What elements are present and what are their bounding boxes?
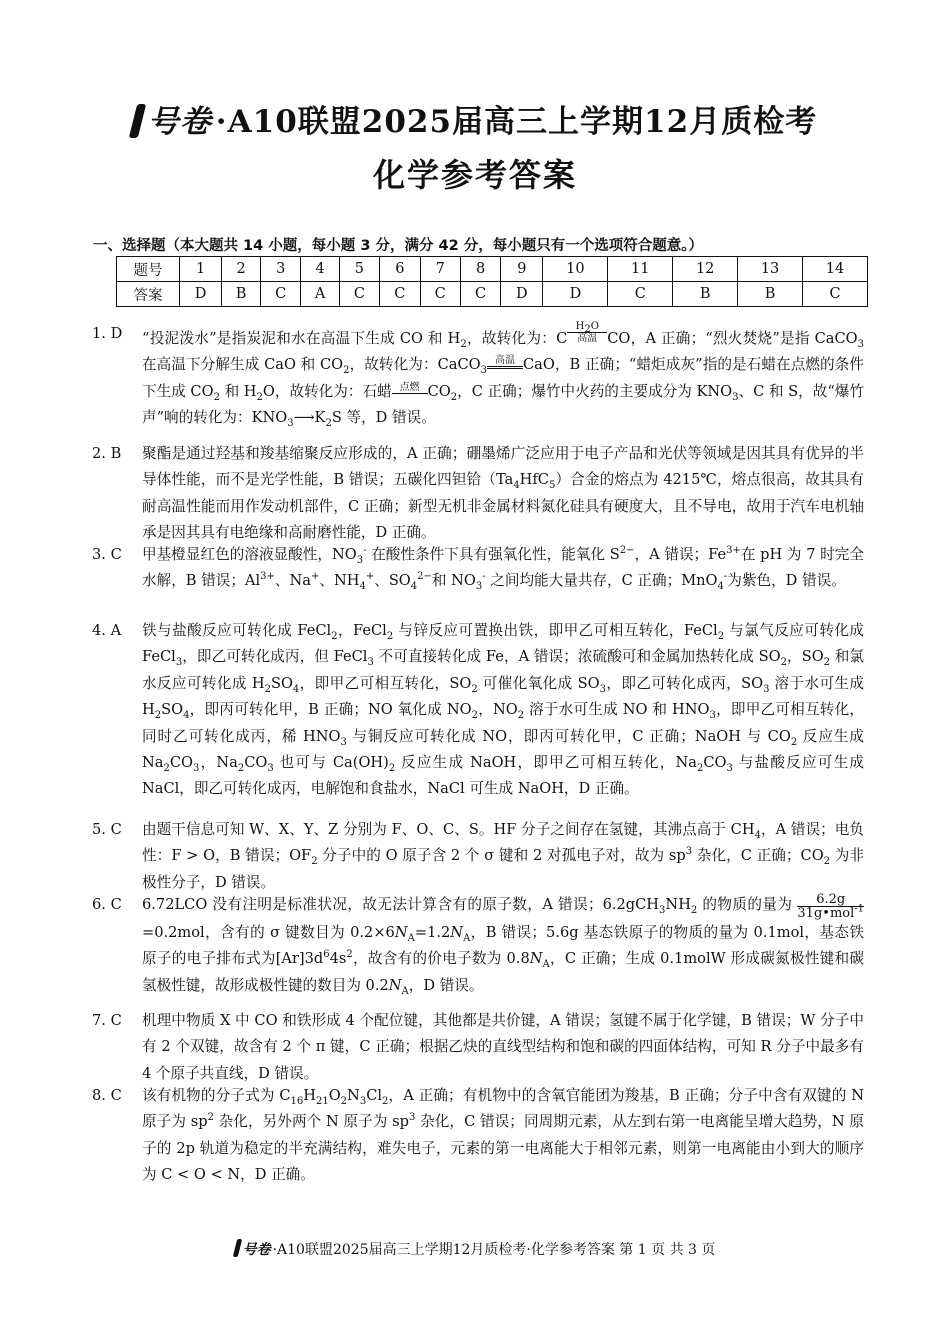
item-text: 该有机物的分子式为 $C_{16}H_{21}O_2N_3Cl_2$，A 正确；有机物中的含氧官能团为羧基，B 正确；分子中含有双键的 N 原子为 $sp^2$ 杂化，另外两个 N 原子为 $sp^3$ 杂化，C 错误；同周期元素，从左到右第一电离能呈增大趋势，N 原子的 2p 轨道为稳定的半充满结构，难失电子，元素的第一电离能大于相邻元素，则第一电离能由小到大的顺序为 C < O < N，D 正确。	[142, 1087, 865, 1184]
page-footer: 号卷 ·A10联盟2025届高三上学期12月质检考·化学参考答案 第 1 页 共 3 页	[0, 1239, 950, 1259]
table-cell: C	[261, 282, 301, 307]
table-cell: 14	[803, 257, 868, 282]
table-cell: C	[420, 282, 460, 307]
answer-table	[116, 256, 868, 307]
item-number: 3. C	[92, 546, 122, 563]
table-cell: 5	[339, 257, 379, 282]
table-cell: D	[180, 282, 222, 307]
table-cell: 2	[222, 257, 261, 282]
explanation-item-2	[92, 441, 864, 547]
item-number: 4. A	[92, 622, 122, 639]
answer-table-number-row	[117, 257, 868, 282]
row-label: 题号	[117, 257, 180, 282]
table-cell: 12	[673, 257, 738, 282]
row-label: 答案	[117, 282, 180, 307]
item-text: 机理中物质 X 中 CO 和铁形成 4 个配位键，其他都是共价键，A 错误；氢键不属于化学键，B 错误；W 分子中有 2 个双键，故含有 2 个 π 键，C 正确；根据乙炔的直线型结构和饱和碳的四面体结构，可知 R 分子中最多有 4 个原子共直线，D 错误。	[142, 1012, 864, 1082]
table-cell: C	[803, 282, 868, 307]
item-number: 5. C	[92, 821, 122, 838]
item-text: 甲基橙显红色的溶液显酸性，$NO_3^-$ 在酸性条件下具有强氧化性，能氧化 $S^{2-}$，A 错误；$Fe^{3+}$在 pH 为 7 时完全水解，B 错误；$Al^{3+}$、Na+、$NH_4^+$、$SO_4^{2-}$和 $NO_3^-$ 之间均能大量共存，C 正确；MnO$_4$-为紫色，D 错误。	[142, 545, 864, 593]
logo-mark-icon	[129, 104, 146, 138]
table-cell: 9	[501, 257, 543, 282]
item-text: “投泥泼水”是指炭泥和水在高温下生成 CO 和 $H_2$，故转化为：$CH_2O$ 高温 CO，A 正确；“烈火焚烧”是指 CaCO$_3$ 在高温下分解生成 CaO 和 $CO_2$，故转化为：CaCO$_3$高温 CaO，B 正确；“蜡炬成灰”指的是石蜡在点燃的条件下生成 $CO_2$ 和 $H_2O$，故转化为：石蜡 点燃 $CO_2$，C 正确；爆竹中火药的主要成分为 $KNO_3$、C 和 S，故“爆竹声”响的转化为：$KNO_3⟶K_2S$ 等，D 错误。	[142, 321, 864, 430]
explanation-item-8	[92, 1083, 864, 1189]
table-cell: 6	[380, 257, 420, 282]
table-cell: B	[222, 282, 261, 307]
table-cell: 4	[301, 257, 339, 282]
page-title: 号卷 ·A10联盟2025届高三上学期12月质检考	[0, 96, 950, 141]
table-cell: A	[301, 282, 339, 307]
item-number: 7. C	[92, 1012, 122, 1029]
explanation-item-5	[92, 817, 864, 896]
table-cell: C	[460, 282, 500, 307]
table-cell: B	[673, 282, 738, 307]
table-cell: D	[543, 282, 608, 307]
item-number: 1. D	[92, 325, 123, 342]
section-heading: 一、选择题（本大题共 14 小题，每小题 3 分，满分 42 分，每小题只有一个选项符合题意。）	[93, 238, 703, 254]
item-text: 由题干信息可知 W、X、Y、Z 分别为 F、O、C、S。HF 分子之间存在氢键，其沸点高于 $CH_4$，A 错误；电负性：F > O，B 错误；$OF_2$ 分子中的 O 原子含 2 个 σ 键和 2 对孤电子对，故为 $sp^3$ 杂化，C 正确；$CO_2$ 为非极性分子，D 错误。	[142, 821, 864, 891]
item-text: 6.72LCO 没有注明是标准状况，故无法计算含有的原子数，A 错误；$6.2gCH_3NH_2$ 的物质的量为 6.2g 31g•mol$^{-1}$ =0.2mol，含有的 σ 键数目为 $0.2\times 6N_A=1.2N_A$，B 错误；5.6g 基态铁原子的物质的量为 0.1mol，基态铁原子的电子排布式为$[Ar]3d^64s^2$，故含有的价电子数为 $0.8N_A$，C 正确；生成 0.1molW 形成碳氮极性键和碳氢极性键，故形成极性键的数目为 $0.2N_A$，D 错误。	[142, 892, 864, 997]
table-cell: C	[380, 282, 420, 307]
explanation-item-1	[92, 321, 864, 432]
explanation-item-6	[92, 892, 864, 999]
item-text: 聚酯是通过羟基和羧基缩聚反应形成的，A 正确；硼墨烯广泛应用于电子产品和光伏等领域是因其具有优异的半导体性能，而不是光学性能，B 错误；五碳化四钽铪$(Ta_4HfC_5)$合金的熔点为 4215℃，熔点很高，故其具有耐高温性能而用作发动机部件，C 正确；新型无机非金属材料氮化硅具有硬度大，且不导电，故用于汽车电机轴承是因其具有电绝缘和高耐磨性能，D 正确。	[142, 445, 864, 542]
logo-mark-icon	[232, 1239, 241, 1257]
answer-table-answer-row	[117, 282, 868, 307]
table-cell: C	[608, 282, 673, 307]
table-cell: 8	[460, 257, 500, 282]
item-number: 6. C	[92, 896, 122, 913]
table-cell: 3	[261, 257, 301, 282]
item-number: 8. C	[92, 1087, 122, 1104]
brand-logo: 号卷	[133, 96, 212, 141]
table-cell: 10	[543, 257, 608, 282]
table-cell: 7	[420, 257, 460, 282]
explanation-item-7	[92, 1008, 864, 1087]
table-cell: B	[738, 282, 803, 307]
page-subtitle: 化学参考答案	[372, 156, 577, 194]
item-number: 2. B	[92, 445, 122, 462]
table-cell: 1	[180, 257, 222, 282]
item-text: 铁与盐酸反应可转化成 FeCl$_2$，FeCl$_2$ 与锌反应可置换出铁，即甲乙可相互转化，FeCl$_2$ 与氯气反应可转化成 FeCl$_3$，即乙可转化成丙，但 FeCl$_3$ 不可直接转化成 Fe，A 错误；浓硫酸可和金属加热转化成 $SO_2$，$SO_2$ 和氯水反应可转化成 $H_2SO_4$，即甲乙可相互转化，$SO_2$ 可催化氧化成 $SO_3$，即乙可转化成丙，$SO_3$ 溶于水可生成 $H_2SO_4$，即丙可转化甲，B 正确；NO 氧化成 $NO_2$，$NO_2$ 溶于水可生成 NO 和 $HNO_3$，即甲乙可相互转化，同时乙可转化成丙，稀 $HNO_3$ 与铜反应可转化成 NO，即丙可转化甲，C 正确；NaOH 与 $CO_2$ 反应生成 $Na_2CO_3$，$Na_2CO_3$ 也可与 $Ca(OH)_2$ 反应生成 NaOH，即甲乙可相互转化，$Na_2CO_3$ 与盐酸反应可生成 NaCl，即乙可转化成丙，电解饱和食盐水，NaCl 可生成 NaOH，D 正确。	[142, 622, 865, 798]
table-cell: 11	[608, 257, 673, 282]
table-cell: 13	[738, 257, 803, 282]
table-cell: D	[501, 282, 543, 307]
table-cell: C	[339, 282, 379, 307]
explanation-item-4	[92, 618, 864, 803]
explanation-item-3	[92, 542, 864, 595]
